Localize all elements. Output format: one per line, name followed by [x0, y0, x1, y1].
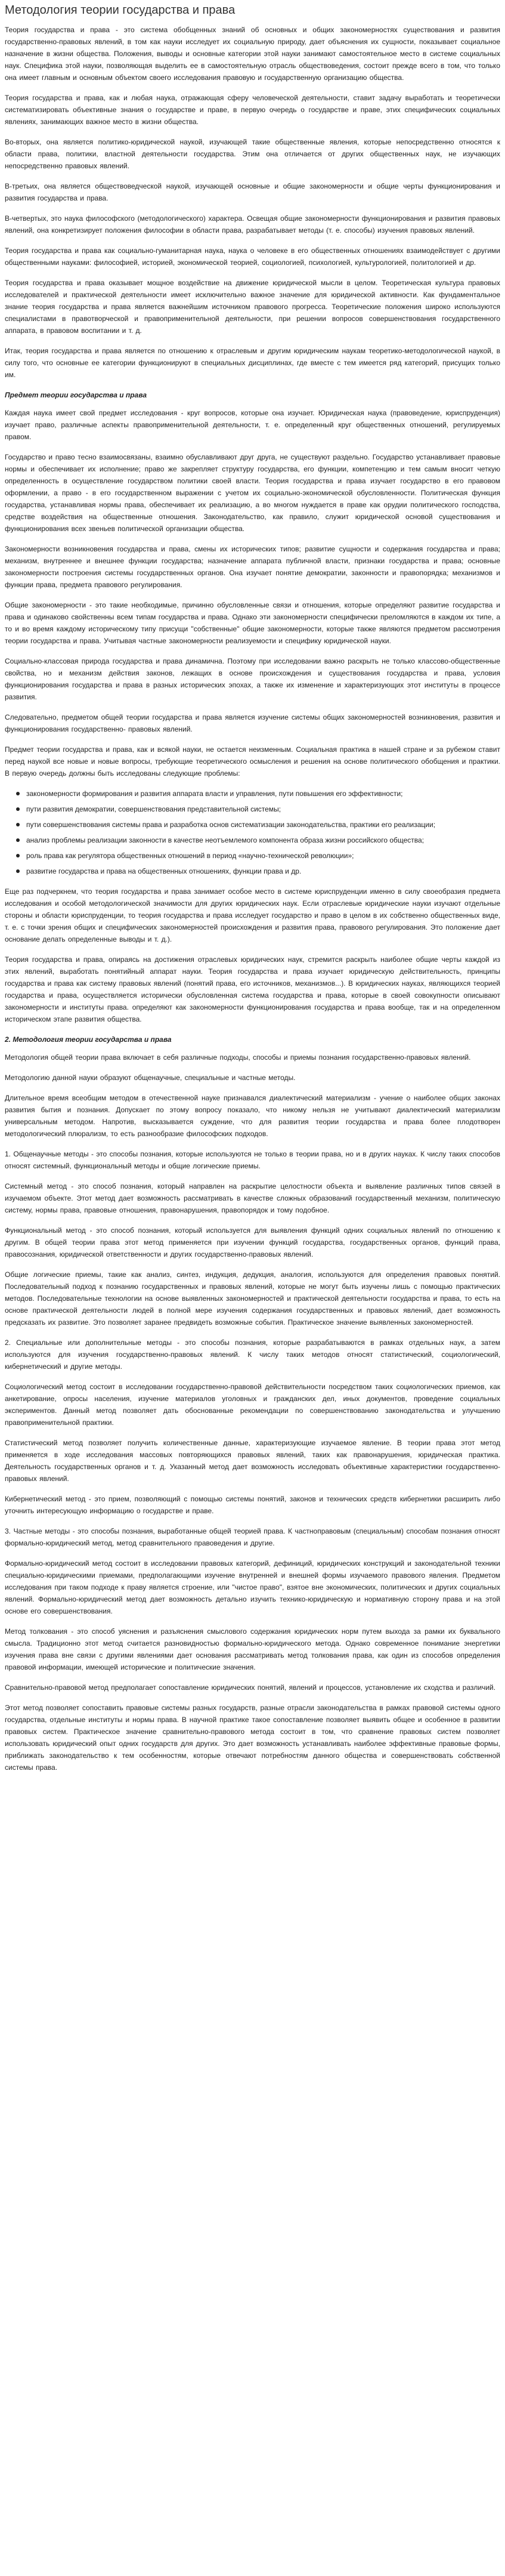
paragraph: 2. Специальные или дополнительные методы - это способы познания, которые разрабатываются в рамках отдельных наук, а затем используются для изучения государственно-правовых явлений. К числу таких методов относят статистический, социологический, кибернетический и другие методы. — [5, 1338, 500, 1371]
paragraph: Теория государства и права - это система обобщенных знаний об основных и общих закономерностях существования и развития государственно-правовых явлений, в том как науки исследует их социальную природу, дает объяснения их сущности, показывает социальное назначение в жизни общества. Положения, выводы и основные категории этой науки занимают самостоятельное место в системе социальных наук. Специфика этой науки, позволяющая выделить ее в самостоятельную отрасль обществоведения, состоит прежде всего в том, что только она имеет главным и основным объектом своего исследования правовую и государственную организацию общества. — [5, 26, 500, 82]
paragraph: 3. Частные методы - это способы познания, выработанные общей теорией права. К частноправовым (специальным) способам познания относят формально-юридический метод, метод сравнительного правоведения и другие. — [5, 1527, 500, 1547]
paragraph: Методология общей теории права включает в себя различные подходы, способы и приемы познания государственно-правовых явлений. — [5, 1053, 471, 1062]
problems-list — [5, 788, 500, 877]
paragraph: Статистический метод позволяет получить количественные данные, характеризующие изучаемое явление. В теории права этот метод применяется в ходе исследования массовых повторяющихся правовых явлений, таких как правонарушения, юридическая практика. Деятельность государственных органов и т. д. Указанный метод дает возможность исследовать объективные характеристики государственно-правовых явлений. — [5, 1439, 500, 1483]
paragraph: В-третьих, она является обществоведческой наукой, изучающей основные и общие закономерности и общие черты функционирования и развития государства и права. — [5, 182, 500, 202]
paragraph: 1. Общенаучные методы - это способы познания, которые используются не только в теории права, но и в других науках. К числу таких способов относят системный, функциональный методы и общие логические приемы. — [5, 1150, 500, 1170]
paragraph: Каждая наука имеет свой предмет исследования - круг вопросов, которые она изучает. Юридическая наука (правоведение, юриспруденция) изучает право, различные аспекты правоприменительной деятельности, т. е. определенный круг общественных отношений, регулируемых правом. — [5, 409, 500, 441]
section-heading: Предмет теории государства и права — [5, 391, 147, 399]
section-heading: 2. Методология теории государства и права — [5, 1035, 172, 1044]
paragraph: Теория государства и права, опираясь на достижения отраслевых юридических наук, стремится раскрыть наиболее общие черты каждой из этих явлений, выработать понятийный аппарат науки. Теория государства и права изучает юридическую действительность, принципы государства и права как систему правовых явлений (понятий права, его источников, механизмов...). В юридических науках, являющихся теорией государства и права, осуществляется исторически обусловленная система государства и права, которые в своей совокупности описывают закономерности и институты права. определяют как закономерности функционирования государства и права вообще, так и на определенном историческом этапе развития общества. — [5, 955, 500, 1023]
paragraph: Общие логические приемы, такие как анализ, синтез, индукция, дедукция, аналогия, используются для определения правовых понятий. Последовательный подход к познанию государственных и правовых явлений, которые не могут быть изучены лишь с помощью практических методов. Последовательные технологии на основе выявленных закономерностей и практической деятельности государства и права, то есть на основе практической деятельности людей в полной мере изучения содержания государственных и правовых явлений, дает возможность предсказать их развитие. Это позволяет заранее предвидеть возможные события. Практическое значение выявленных закономерностей. — [5, 1270, 500, 1326]
paragraph: Методологию данной науки образуют общенаучные, специальные и частные методы. — [5, 1073, 296, 1082]
list-item: пути совершенствования системы права и разработка основ систематизации законодательства, практики его реализации; — [26, 819, 500, 831]
paragraph: Общие закономерности - это такие необходимые, причинно обусловленные связи и отношения, которые определяют развитие государства и права и одинаково свойственны всем типам государства и права. Однако эти закономерности специфически преломляются в каждом их типе, а то и во время каждому историческому типу присущи "собственные" общие закономерности, которые также являются предметом рассмотрения теории государства и права. Учитывая частные закономерности реализуемости и специфику юридической науки. — [5, 601, 500, 645]
list-item: роль права как регулятора общественных отношений в период «научно-технической революции»; — [26, 850, 500, 862]
paragraph: Формально-юридический метод состоит в исследовании правовых категорий, дефиниций, юридических конструкций и законодательной техники специально-юридическими приемами, предполагающими изучение внутренней и внешней формы изучаемого правового явления. Предметом исследования при таком подходе к праву является строение, или "чистое право", взятое вне экономических, политических и других социальных явлений. Формально-юридический метод дает возможность детально изучить технико-юридическую и нормативную сторону права и на этой основе его совершенствования. — [5, 1559, 500, 1615]
paragraph: Сравнительно-правовой метод предполагает сопоставление юридических понятий, явлений и процессов, установление их сходства и различий. — [5, 1683, 496, 1692]
paragraph: Закономерности возникновения государства и права, смены их исторических типов; развитие сущности и содержания государства и права; механизм, внутреннее и внешнее функции государства; назначение аппарата публичной власти, признаки государства и права; основные закономерности построения системы государственных органов. Она изучает понятие демократии, законности и правопорядка; механизмов и функции права, предмета правового регулирования. — [5, 545, 500, 589]
paragraph: Метод толкования - это способ уяснения и разъяснения смыслового содержания юридических норм путем выхода за рамки их буквального смысла. Традиционно этот метод считается разновидностью формально-юридического метода. Однако современное понимание энергетики изучения права вне связи с другими явлениями дает основания рассматривать метод толкования права, как один из способов определения правовой информации, имеющей исторические и политические значения. — [5, 1627, 500, 1671]
page-title: Методология теории государства и права — [5, 4, 236, 17]
paragraph: Функциональный метод - это способ познания, который используется для выявления функций одних социальных явлений по отношению к другим. В общей теории права этот метод применяется при изучении функций государства, государственных органов, функций права, правосознания, юридической ответственности и других государственно-правовых явлений. — [5, 1226, 500, 1258]
paragraph: Социально-классовая природа государства и права динамична. Поэтому при исследовании важно раскрыть не только классово-общественные свойства, но и механизм действия законов, лежащих в основе происхождения и существования государства и права, условия функционирования государства и права в разных исторических эпохах, а также их изменение и характеризующих этот институты в процессе развития. — [5, 657, 500, 701]
list-item: анализ проблемы реализации законности в качестве неотъемлемого компонента образа жизни российского общества; — [26, 834, 500, 846]
paragraph: Теория государства и права, как и любая наука, отражающая сферу человеческой деятельности, ставит задачу выработать и теоретически систематизировать объективные знания о государстве и праве, в первую очередь о государстве и праве, этих специфических социальных явлениях, занимающих важное место в жизни общества. — [5, 94, 500, 126]
subject-section — [5, 389, 500, 1025]
paragraph: Кибернетический метод - это прием, позволяющий с помощью системы понятий, законов и технических средств кибернетики расширить либо уточнить интересующую информацию о государстве и праве. — [5, 1495, 500, 1515]
paragraph: Длительное время всеобщим методом в отечественной науке признавался диалектический материализм - учение о наиболее общих законах развития бытия и познания. Допускает по этому вопросу показало, что никому нельзя не учитывают диалектический материализм универсальным методом. Напротив, высказывается суждение, что для развития теории государства и права более плодотворен методологический плюрализм, то есть разнообразие философских подходов. — [5, 1094, 500, 1138]
paragraph: Еще раз подчеркнем, что теория государства и права занимает особое место в системе юриспруденции именно в силу своеобразия предмета исследования и особой методологической значимости для других юридических наук. Если отраслевые юридические науки изучают отдельные стороны и области юриспруденции, то теория государства и права исследует государство и право в целом в их собственно общественных виде, т. е. с точки зрения общих и специфических закономерностей происхождения и развития права, правового регулирования. Это положение дает основание делать определенные выводы и т. д.). — [5, 887, 500, 943]
paragraph: Во-вторых, она является политико-юридической наукой, изучающей такие общественные явления, которые непосредственно относятся к области права, политики, властной деятельности государства. Этим она отличается от других общественных наук, не изучающих непосредственно правовых явлений. — [5, 138, 500, 170]
methodology-section — [5, 1034, 500, 1773]
list-item: пути развития демократии, совершенствования представительной системы; — [26, 803, 500, 815]
intro-section — [5, 24, 500, 381]
list-item: развитие государства и права на общественных отношениях, функции права и др. — [26, 865, 500, 877]
list-item: закономерности формирования и развития аппарата власти и управления, пути повышения его эффективности; — [26, 788, 500, 800]
paragraph: Предмет теории государства и права, как и всякой науки, не остается неизменным. Социальная практика в нашей стране и за рубежом ставит перед наукой все новые и новые вопросы, требующие теоретического осмысления и решения на основе политического обобщения и практики. В первую очередь должны быть исследованы следующие проблемы: — [5, 745, 500, 778]
paragraph: Теория государства и права как социально-гуманитарная наука, наука о человеке в его общественных отношениях взаимодействует с другими общественными науками: философией, историей, экономической теорией, социологией, психологией, культурологией, политологией и др. — [5, 246, 500, 267]
paragraph: Следовательно, предметом общей теории государства и права является изучение системы общих закономерностей возникновения, развития и функционирования государственно- правовых явлений. — [5, 713, 500, 733]
paragraph: Этот метод позволяет сопоставить правовые системы разных государств, разные отрасли законодательства в рамках правовой системы одного государства, отдельные институты и нормы права. В научной практике такое сопоставление позволяет выявить общее и особенное в развитии правовых систем. Практическое значение сравнительно-правового метода состоит в том, что сравнение правовых систем позволяет использовать юридический опыт одних государств для других. Это дает возможность устанавливать наиболее эффективные правовые формы, приближать законодательство к тем особенностям, которые отвечают потребностям данного общества и совершенствовать собственной системы права. — [5, 1704, 500, 1772]
paragraph: Теория государства и права оказывает мощное воздействие на движение юридической мысли в целом. Теоретическая культура правовых исследователей и практической деятельности имеет исключительно важное значение для юридической активности. Как фундаментальное знание теория государства и права является важнейшим источником правового прогресса. Теоретические положения широко используются специалистами в правотворческой и правоприменительной деятельности, при решении вопросов совершенствования государственного аппарата, в правовом воспитании и т. д. — [5, 279, 500, 335]
paragraph: Итак, теория государства и права является по отношению к отраслевым и другим юридическим наукам теоретико-методологической наукой, в силу того, что основные ее категории функционируют в специальных дисциплинах, где вместе с тем имеется ряд категорий, присущих только им. — [5, 347, 500, 379]
paragraph: Системный метод - это способ познания, который направлен на раскрытие целостности объекта и выявление различных типов связей в изучаемом объекте. Этот метод дает возможность рассматривать в качестве сложных образований государственный механизм, политическую систему, нормы права, правовые отношения, правонарушения, правопорядок и тому подобное. — [5, 1182, 500, 1214]
paragraph: Социологический метод состоит в исследовании государственно-правовой действительности посредством таких социологических приемов, как анкетирование, опросы населения, изучение материалов уголовных и гражданских дел, иных документов, проведение социальных экспериментов. Данный метод позволяет дать обоснованные рекомендации по совершенствованию законодательства и улучшению правоприменительной практики. — [5, 1383, 500, 1427]
paragraph: Государство и право тесно взаимосвязаны, взаимно обуславливают друг друга, не существуют раздельно. Государство устанавливает правовые нормы и обеспечивает их исполнение; право же закрепляет структуру государства, его функции, компетенцию и тем самым вносит четкую определенность в осуществление государством политики своей власти. Теория государства и права изучает государство в его правовом оформлении, а право - в его государственном выражении с учетом их социально-экономической обусловленности. Политическая функция государства, устанавливая нормы права, обеспечивает их реализацию, а во многом нуждается в праве как орудии политического господства, средстве воздействия на общественные отношения. Законодательство, как правило, служит юридической основой существования и функционирования всех звеньев политической организации общества. — [5, 453, 500, 533]
paragraph: В-четвертых, это наука философского (методологического) характера. Освещая общие закономерности функционирования и развития правовых явлений, она конкретизирует положения философии в области права, разрабатывает методы (т. е. способы) изучения правовых явлений. — [5, 214, 500, 235]
